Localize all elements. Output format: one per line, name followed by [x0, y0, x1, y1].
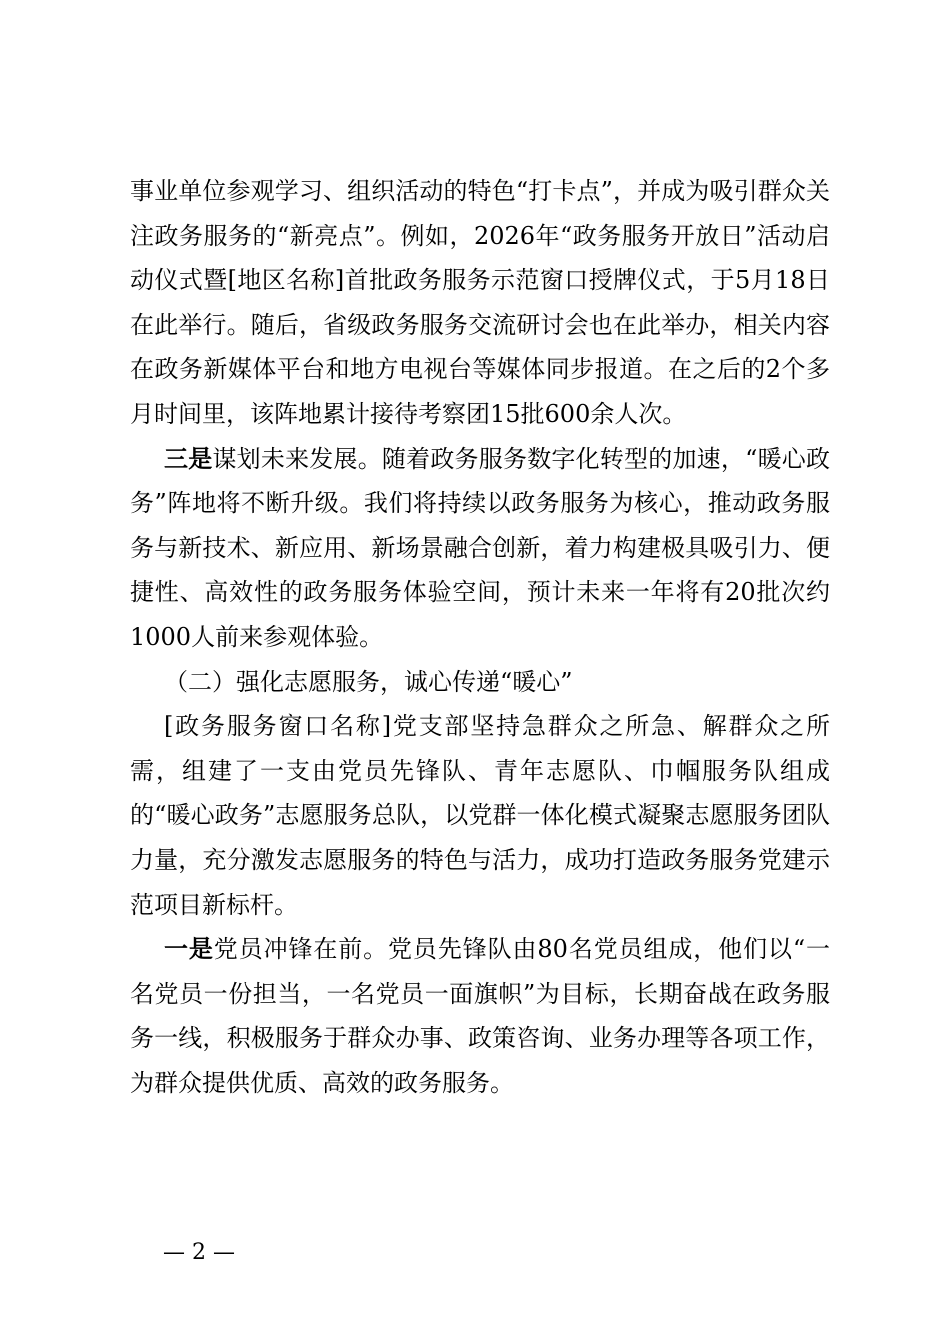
paragraph-continuation: 事业单位参观学习、组织活动的特色“打卡点”，并成为吸引群众关注政务服务的“新亮点”。例如，2026年“政务服务开放日”活动启动仪式暨[地区名称]首批政务服务示范窗口授牌仪式，于5月18日在此举行。随后，省级政务服务交流研讨会也在此举办，相关内容在政务新媒体平台和地方电视台等媒体同步报道。在之后的2个多月时间里，该阵地累计接待考察团15批600余人次。 [130, 177, 830, 428]
point-lead-label: 三是 [164, 443, 213, 473]
point-lead-label: 一是 [164, 934, 214, 964]
paragraph-text: 党员冲锋在前。党员先锋队由80名党员组成，他们以“一名党员一份担当，一名党员一面旗帜”为目标，长期奋战在政务服务一线，积极服务于群众办事、政策咨询、业务办理等各项工作，为群众提供优质、高效的政务服务。 [130, 935, 831, 1097]
paragraph-point-one [130, 927, 830, 1105]
paragraph-text: 谋划未来发展。随着政务服务数字化转型的加速，“暖心政务”阵地将不断升级。我们将持续以政务服务为核心，推动政务服务与新技术、新应用、新场景融合创新，着力构建极具吸引力、便捷性、高效性的政务服务体验空间，预计未来一年将有20批次约1000人前来参观体验。 [130, 444, 831, 651]
section-heading: （二）强化志愿服务，诚心传递“暖心” [164, 667, 573, 696]
page-number: — 2 — [163, 1240, 235, 1265]
paragraph-point-three [130, 437, 830, 660]
document-body [130, 169, 830, 1105]
paragraph-volunteer-intro: [政务服务窗口名称]党支部坚持急群众之所急、解群众之所需，组建了一支由党员先锋队、青年志愿队、巾帼服务队组成的“暖心政务”志愿服务总队，以党群一体化模式凝聚志愿服务团队力量，充分激发志愿服务的特色与活力，成功打造政务服务党建示范项目新标杆。 [130, 712, 830, 919]
